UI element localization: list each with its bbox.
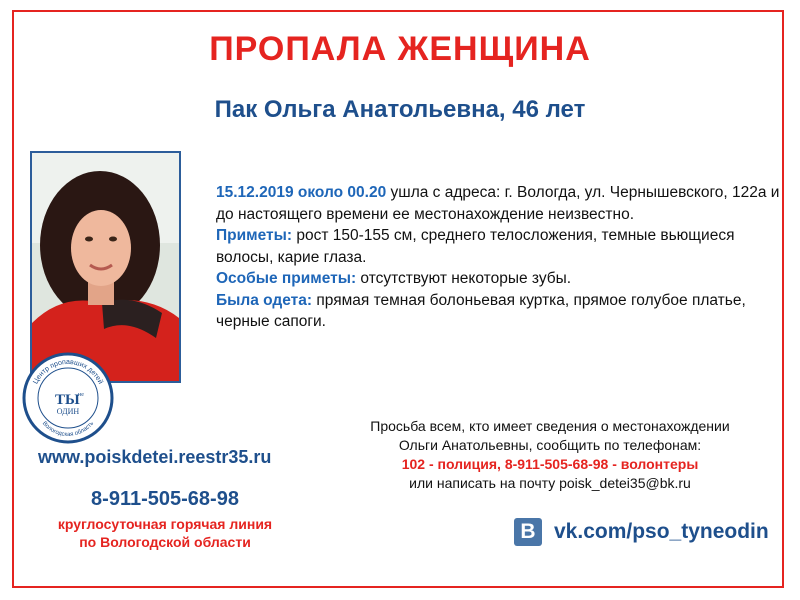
signs-label: Приметы: [216,227,293,244]
signs-text: рост 150-155 см, среднего телосложения, темные вьющиеся волосы, карие глаза. [216,227,735,266]
tyneodin-logo [22,352,114,444]
poster-title: ПРОПАЛА ЖЕНЩИНА [209,30,591,68]
logo-sup-text: не [78,392,84,398]
website-link[interactable]: www.poiskdetei.reestr35.ru [38,447,272,467]
logo-main-text: ТЫ [55,392,80,408]
appeal-phones: 102 - полиция, 8-911-505-68-98 - волонтеры [401,456,699,472]
appeal-block [330,417,770,493]
vk-link[interactable]: vk.com/pso_tyneodin [554,520,769,543]
missing-person-name: Пак Ольга Анатольевна, 46 лет [214,96,586,123]
clothes-label: Была одета: [216,291,313,309]
vk-link-block[interactable] [514,516,769,548]
clothes-text: прямая темная болоньевая куртка, прямое голубое платье, черные сапоги. [216,291,746,330]
special-signs-text: отсутствуют некоторые зубы. [356,270,572,287]
description-block [216,182,786,333]
logo-arc-text: Центр пропавших детей [32,359,104,386]
appeal-line2: Ольги Анатольевны, сообщить по телефонам: [398,437,702,453]
disappearance-date: 15.12.2019 около 00.20 [216,184,387,201]
disappearance-location: ушла с адреса: г. Вологда, ул. Чернышевского, 122а и до настоящего времени ее местонахождение неизвестно. [216,184,780,223]
hotline-phone[interactable]: 8-911-505-68-98 [91,488,239,510]
missing-person-photo [30,151,181,386]
hotline-caption-line2: по Вологодской области [79,534,251,550]
logo-region-text: Вологодская область [40,420,96,439]
vk-icon: B [514,518,542,546]
appeal-line1: Просьба всем, кто имеет сведения о местонахождении [370,418,730,434]
hotline-caption-line1: круглосуточная горячая линия [57,516,273,532]
appeal-email: или написать на почту poisk_detei35@bk.ru [409,475,691,491]
special-signs-label: Особые приметы: [216,270,357,287]
logo-sub-text: ОДИН [56,407,80,416]
hotline-caption [25,515,305,551]
